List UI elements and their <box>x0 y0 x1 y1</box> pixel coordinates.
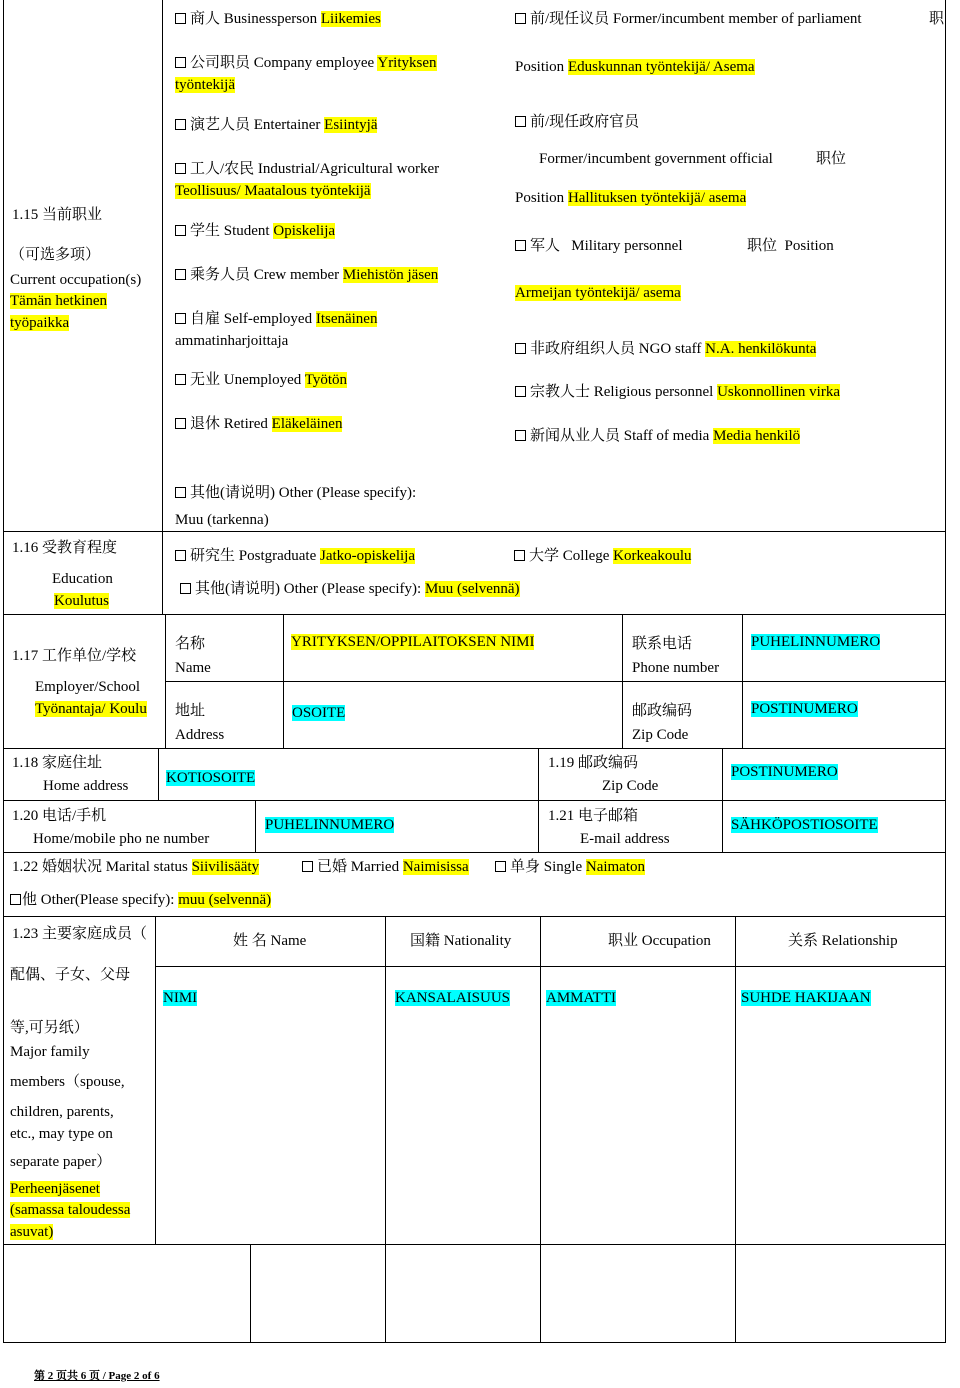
option-retired[interactable]: 退休 Retired Eläkeläinen <box>175 414 342 434</box>
email-label-en: E-mail address <box>580 831 670 847</box>
option-religious[interactable]: 宗教人士 Religious personnel Uskonnollinen virka <box>515 382 840 402</box>
col-divider <box>385 916 386 1342</box>
occupation-label-en: Current occupation(s) <box>10 272 142 288</box>
checkbox[interactable] <box>175 119 186 130</box>
home-zip-label-en: Zip Code <box>602 778 659 794</box>
family-label: children, parents, <box>10 1104 114 1120</box>
option-other-occupation[interactable]: 其他(请说明) Other (Please specify): <box>175 483 416 503</box>
family-label: 1.23 主要家庭成员（ <box>12 926 148 942</box>
option-gov-official[interactable]: 前/现任政府官员 <box>515 112 639 132</box>
option-married[interactable]: 已婚 Married Naimisissa <box>302 857 469 877</box>
family-label-fi: asuvat) <box>10 1224 54 1240</box>
home-address-field[interactable]: KOTIOSOITE <box>166 770 256 786</box>
occupation-label-cn: （可选多项） <box>10 247 101 263</box>
family-label: 配偶、子女、父母 <box>10 967 131 983</box>
col-divider <box>540 916 541 1342</box>
checkbox[interactable] <box>515 240 526 251</box>
checkbox[interactable] <box>302 861 313 872</box>
education-label-en: Education <box>52 571 113 587</box>
checkbox[interactable] <box>515 343 526 354</box>
employer-phone-cn: 联系电话 <box>632 636 693 652</box>
option-ngo[interactable]: 非政府组织人员 NGO staff N.A. henkilökunta <box>515 339 816 359</box>
option-fi-cont: ammatinharjoittaja <box>175 333 289 349</box>
military-position: 职位 Position <box>747 238 834 254</box>
row-divider <box>3 1244 946 1245</box>
option-other-marital[interactable]: 他 Other(Please specify): muu (selvennä) <box>10 890 271 910</box>
checkbox[interactable] <box>175 163 186 174</box>
position-label-cn: 职位 <box>816 151 847 167</box>
home-label-en: Home address <box>43 778 129 794</box>
education-label-fi: Koulutus <box>54 593 110 609</box>
position-label-cn: 职 <box>929 11 945 27</box>
option-industrial-worker[interactable]: 工人/农民 Industrial/Agricultural worker <box>175 159 439 179</box>
checkbox[interactable] <box>180 583 191 594</box>
option-postgraduate[interactable]: 研究生 Postgraduate Jatko-opiskelija <box>175 546 415 566</box>
col-divider <box>158 748 159 800</box>
employer-address-en: Address <box>175 727 225 743</box>
employer-label-num: 1.17 工作单位/学校 <box>12 648 137 664</box>
option-self-employed[interactable]: 自雇 Self-employed Itsenäinen <box>175 309 377 329</box>
col-divider <box>735 916 736 1342</box>
row-divider <box>165 681 946 682</box>
checkbox[interactable] <box>514 550 525 561</box>
table-border-bottom <box>3 1342 946 1343</box>
table-border-right <box>945 0 946 1342</box>
option-military[interactable]: 军人 Military personnel <box>515 236 683 256</box>
employer-label-en: Employer/School <box>35 679 140 695</box>
occupation-label-fi: työpaikka <box>10 315 70 331</box>
employer-address-field[interactable]: OSOITE <box>292 705 346 721</box>
employer-label-fi: Työnantaja/ Koulu <box>35 701 147 717</box>
employer-zip-field[interactable]: POSTINUMERO <box>751 701 858 717</box>
phone-label-en: Home/mobile pho ne number <box>33 831 210 847</box>
employer-zip-en: Zip Code <box>632 727 689 743</box>
row-divider <box>155 966 946 967</box>
home-zip-field[interactable]: POSTINUMERO <box>731 764 838 780</box>
gov-official-en: Former/incumbent government official <box>539 151 773 167</box>
option-other-education[interactable]: 其他(请说明) Other (Please specify): Muu (selvennä) <box>180 579 520 599</box>
employer-phone-en: Phone number <box>632 660 720 676</box>
page-footer: 第 2 页共 6 页 / Page 2 of 6 <box>34 1370 160 1382</box>
employer-name-cn: 名称 <box>175 636 206 652</box>
row-divider <box>3 800 946 801</box>
checkbox[interactable] <box>175 313 186 324</box>
checkbox[interactable] <box>175 57 186 68</box>
family-nationality-field[interactable]: KANSALAISUUS <box>395 990 511 1006</box>
parliament-position: Position Eduskunnan työntekijä/ Asema <box>515 59 755 75</box>
occupation-label-fi: Tämän hetkinen <box>10 293 108 309</box>
employer-zip-cn: 邮政编码 <box>632 703 693 719</box>
option-media[interactable]: 新闻从业人员 Staff of media Media henkilö <box>515 426 800 446</box>
option-college[interactable]: 大学 College Korkeakoulu <box>514 546 691 566</box>
employer-name-en: Name <box>175 660 211 676</box>
option-businessperson[interactable]: 商人 Businessperson Liikemies <box>175 9 381 29</box>
checkbox[interactable] <box>10 894 21 905</box>
family-header-nationality: 国籍 Nationality <box>410 933 512 949</box>
family-relationship-field[interactable]: SUHDE HAKIJAAN <box>741 990 871 1006</box>
row-divider <box>3 916 946 917</box>
checkbox[interactable] <box>515 430 526 441</box>
family-label: separate paper） <box>10 1154 112 1170</box>
marital-label: 1.22 婚姻状况 Marital status Siivilisääty <box>12 859 260 875</box>
employer-name-field[interactable]: YRITYKSEN/OPPILAITOKSEN NIMI <box>291 634 535 650</box>
option-entertainer[interactable]: 演艺人员 Entertainer Esiintyjä <box>175 115 377 135</box>
family-label: etc., may type on <box>10 1126 113 1142</box>
email-field[interactable]: SÄHKÖPOSTIOSOITE <box>731 817 878 833</box>
option-parliament[interactable]: 前/现任议员 Former/incumbent member of parliament <box>515 9 862 29</box>
label-column-divider <box>162 0 163 614</box>
row-divider <box>3 748 946 749</box>
option-fi-cont: työntekijä <box>175 77 235 93</box>
option-unemployed[interactable]: 无业 Unemployed Työtön <box>175 370 347 390</box>
checkbox[interactable] <box>175 13 186 24</box>
checkbox[interactable] <box>515 386 526 397</box>
option-crew-member[interactable]: 乘务人员 Crew member Miehistön jäsen <box>175 265 438 285</box>
family-label-fi: Perheenjäsenet <box>10 1181 100 1197</box>
table-border-left <box>3 0 4 1342</box>
checkbox[interactable] <box>515 116 526 127</box>
education-label-num: 1.16 受教育程度 <box>12 540 118 556</box>
row-divider <box>3 614 946 615</box>
family-header-occupation: 职业 Occupation <box>608 933 711 949</box>
family-label-fi: (samassa taloudessa <box>10 1202 131 1218</box>
checkbox[interactable] <box>175 374 186 385</box>
military-fi: Armeijan työntekijä/ asema <box>515 285 681 301</box>
employer-phone-field[interactable]: PUHELINNUMERO <box>751 634 881 650</box>
option-fi-cont: Teollisuus/ Maatalous työntekijä <box>175 183 371 199</box>
occupation-label-num: 1.15 当前职业 <box>12 207 103 223</box>
home-label-num: 1.18 家庭住址 <box>12 755 103 771</box>
email-label-num: 1.21 电子邮箱 <box>548 808 639 824</box>
row-divider <box>3 531 946 532</box>
phone-field[interactable]: PUHELINNUMERO <box>265 817 395 833</box>
checkbox[interactable] <box>515 13 526 24</box>
phone-label-num: 1.20 电话/手机 <box>12 808 107 824</box>
checkbox[interactable] <box>175 487 186 498</box>
checkbox[interactable] <box>175 225 186 236</box>
checkbox[interactable] <box>495 861 506 872</box>
checkbox[interactable] <box>175 269 186 280</box>
family-header-name: 姓 名 Name <box>233 933 307 949</box>
family-header-relationship: 关系 Relationship <box>788 933 898 949</box>
option-student[interactable]: 学生 Student Opiskelija <box>175 221 335 241</box>
option-company-employee[interactable]: 公司职员 Company employee Yrityksen <box>175 53 437 73</box>
row-divider <box>3 852 946 853</box>
checkbox[interactable] <box>175 418 186 429</box>
family-label: 等,可另纸） <box>10 1020 89 1036</box>
gov-position: Position Hallituksen työntekijä/ asema <box>515 190 747 206</box>
col-divider <box>255 800 256 852</box>
family-name-field[interactable]: NIMI <box>163 990 198 1006</box>
other-occupation-fi: Muu (tarkenna) <box>175 512 269 528</box>
family-label: Major family <box>10 1044 90 1060</box>
employer-address-cn: 地址 <box>175 703 206 719</box>
family-label: members（spouse, <box>10 1074 125 1090</box>
col-divider <box>250 1244 251 1342</box>
home-zip-label-num: 1.19 邮政编码 <box>548 755 639 771</box>
checkbox[interactable] <box>175 550 186 561</box>
family-occupation-field[interactable]: AMMATTI <box>546 990 616 1006</box>
option-single[interactable]: 单身 Single Naimaton <box>495 857 645 877</box>
